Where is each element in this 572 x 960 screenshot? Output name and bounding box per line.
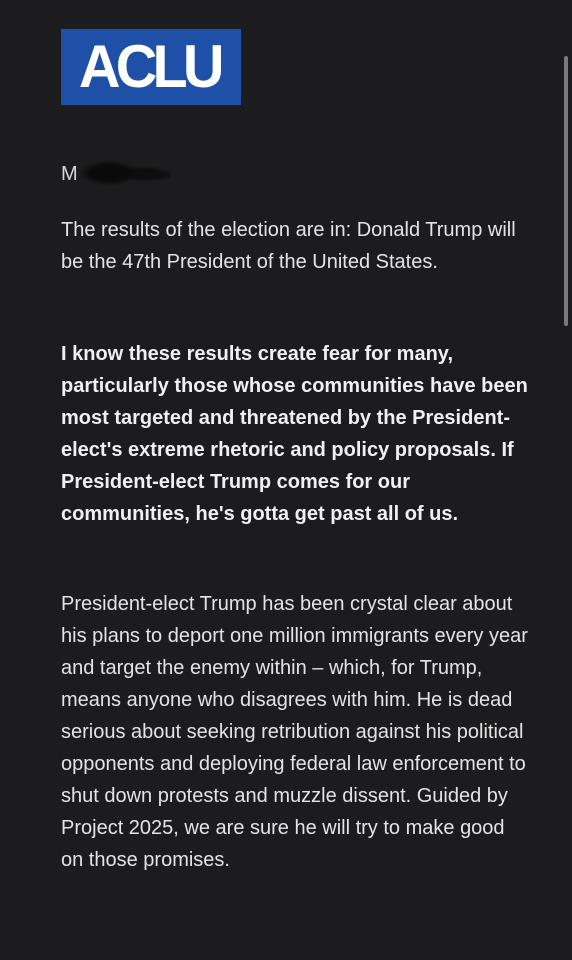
salutation-initial: M xyxy=(61,163,78,185)
aclu-logo[interactable] xyxy=(61,29,241,105)
salutation xyxy=(61,160,171,188)
paragraph-plans: President-elect Trump has been crystal clear about his plans to deport one million immigrants every year and target the enemy within – which, for Trump, means anyone who disagrees with him. He is dead serious about seeking retribution against his political opponents and deploying federal law enforcement to shut down protests and muzzle dissent. Guided by Project 2025, we are sure he will try to make good on those promises. xyxy=(61,593,528,871)
logo-text: ACLU xyxy=(78,33,220,100)
paragraph-election-results: The results of the election are in: Donald Trump will be the 47th President of the United States. xyxy=(61,219,516,273)
redacted-name xyxy=(79,158,171,188)
paragraph-bold-statement: I know these results create fear for many, particularly those whose communities have been most targeted and threatened by the President-elect's extreme rhetoric and policy proposals. If President-elect Trump comes for our communities, he's gotta get past all of us. xyxy=(61,343,528,525)
scrollbar[interactable] xyxy=(564,56,568,326)
